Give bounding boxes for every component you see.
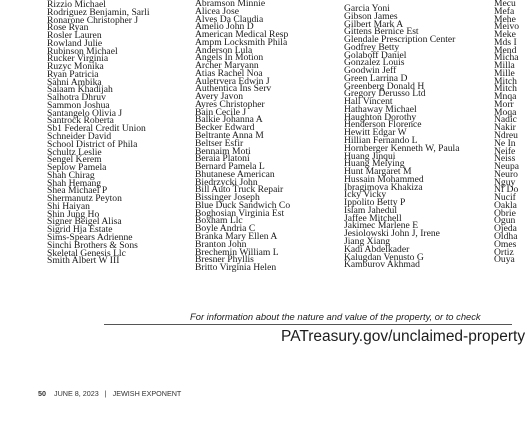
name-entry: Rodriguez Benjamin, Sarli xyxy=(47,6,150,18)
name-entry: Hussain Mohammed xyxy=(344,173,424,185)
names-column-4 xyxy=(494,0,520,266)
name-entry: Bresner Phyllis xyxy=(195,254,254,266)
name-entry: Ryan Patricia xyxy=(47,68,99,80)
name-entry: Gittens Bernice Est xyxy=(344,26,419,38)
name-entry: Kamburov Akhmad xyxy=(344,259,420,271)
name-entry: Micha xyxy=(494,52,519,64)
name-entry: Jiang Xiang xyxy=(344,235,391,247)
name-entry: Gregory Derusso Ltd xyxy=(344,88,426,100)
name-entry: Gonzalez Louis xyxy=(344,57,405,69)
name-entry: Schultz Leslie xyxy=(47,146,102,158)
name-entry: Authentica Ins Serv xyxy=(195,83,272,95)
name-entry: Bernard Pamela L xyxy=(195,161,265,173)
name-entry: Icky Vicky xyxy=(344,189,387,201)
name-entry: Ne In xyxy=(494,137,516,149)
name-entry: Green Larrina D xyxy=(344,72,408,84)
name-entry: Mitch xyxy=(494,83,517,95)
name-entry: Ouya xyxy=(494,254,515,266)
name-entry: Ndreu xyxy=(494,130,518,142)
name-entry: Sims-Spears Adrienne xyxy=(47,231,133,243)
name-entry: Boxham Llc xyxy=(195,215,243,227)
name-entry: Neupa xyxy=(494,161,520,173)
names-column-1 xyxy=(47,1,197,265)
name-entry: Sinchi Brothers & Sons xyxy=(47,239,138,251)
name-entry: Brechemin William L xyxy=(195,246,279,258)
name-entry: Balkie Johanna A xyxy=(195,114,263,126)
name-entry: Ibragimova Khakiza xyxy=(344,181,423,193)
name-entry: Shea Michael P xyxy=(47,185,108,197)
name-entry: Beltser Esfir xyxy=(195,137,244,149)
name-entry: Abramson Minnie xyxy=(195,0,266,9)
name-entry: Jaffee Mitchell xyxy=(344,212,402,224)
name-entry: Henderson Florence xyxy=(344,119,422,131)
name-entry: Smith Albert W III xyxy=(47,255,120,267)
footer-separator: | xyxy=(104,389,107,398)
name-entry: Rowland Julie xyxy=(47,37,103,49)
name-entry: Ruzyc Monika xyxy=(47,61,104,73)
name-entry: Nf Do xyxy=(494,184,519,196)
name-entry: Branka Mary Ellen A xyxy=(195,230,278,242)
name-entry: Mnqa xyxy=(494,91,517,103)
name-entry: Meivo xyxy=(494,21,520,33)
name-entry: Nadic xyxy=(494,114,517,126)
name-entry: Oakla xyxy=(494,199,517,211)
name-entry: Mille xyxy=(494,67,515,79)
name-entry: Bennaim Moti xyxy=(195,145,251,157)
name-entry: Branton John xyxy=(195,238,247,250)
name-entry: Godfrey Betty xyxy=(344,41,400,53)
treasury-url[interactable]: PATreasury.gov/unclaimed-property xyxy=(281,328,525,345)
name-entry: Mend xyxy=(494,44,517,56)
name-entry: Greenberg Donald H xyxy=(344,80,425,92)
issue-date: JUNE 8, 2023 xyxy=(54,389,99,398)
name-entry: Shin Jung Ho xyxy=(47,208,100,220)
name-entry: Shermanutz Peyton xyxy=(47,193,122,205)
name-entry: Beltrante Anna M xyxy=(195,130,264,142)
name-entry: Goodwin Jeff xyxy=(344,65,397,77)
page-number: 50 xyxy=(38,389,46,398)
name-entry: Rubinson Michael xyxy=(47,45,118,57)
publication-name: JEWISH EXPONENT xyxy=(112,389,182,398)
name-entry: Auletrvera Edwin J xyxy=(195,75,270,87)
name-entry: Santrock Roberta xyxy=(47,115,114,127)
name-entry: Oldha xyxy=(494,230,518,242)
name-entry: Boyle Andria C xyxy=(195,223,256,235)
name-entry: Skeletal Genesis Llc xyxy=(47,247,126,259)
name-entry: Britto Virginia Helen xyxy=(195,262,277,274)
name-entry: Ampm Locksmith Phila xyxy=(195,36,288,48)
name-entry: Shah Hemang xyxy=(47,177,102,189)
name-entry: Sengel Kerem xyxy=(47,154,102,166)
name-entry: Hornberger Kenneth W, Paula xyxy=(344,142,460,154)
name-entry: Obrie xyxy=(494,207,516,219)
name-entry: Santangelo Olivia J xyxy=(47,107,123,119)
name-entry: Bill Auto Truck Repair xyxy=(195,184,284,196)
name-entry: Salaam Khadijah xyxy=(47,84,113,96)
name-entry: Beraia Platoni xyxy=(195,153,250,165)
name-entry: Mecu xyxy=(494,0,516,9)
name-entry: Mds I xyxy=(494,36,517,48)
name-entry: Alves Da Claudia xyxy=(195,13,264,25)
name-entry: Golaboff Daniel xyxy=(344,49,407,61)
name-entry: Gilbert Mark A xyxy=(344,18,404,30)
name-entry: Schneider David xyxy=(47,131,112,143)
name-entry: Bhutanese American xyxy=(195,168,275,180)
name-entry: Salhotra Dhruv xyxy=(47,92,106,104)
name-entry: Rosler Lauren xyxy=(47,30,102,42)
name-entry: Haughton Dorothy xyxy=(344,111,417,123)
names-column-3 xyxy=(344,5,490,269)
name-entry: Hillian Fernando L xyxy=(344,135,418,147)
name-entry: Neiss xyxy=(494,153,516,165)
name-entry: Jesiolowski John J, Irene xyxy=(344,228,440,240)
name-entry: Meke xyxy=(494,29,516,41)
name-entry: Mitch xyxy=(494,75,517,87)
name-entry: Bissinger Joseph xyxy=(195,192,260,204)
name-entry: Omes xyxy=(494,238,517,250)
name-entry: Blue Duck Sandwich Co xyxy=(195,199,291,211)
name-entry: Islam Jahedul xyxy=(344,204,398,216)
name-entry: Kadi Abdelkader xyxy=(344,243,410,255)
name-entry: Boghosian Virginia Est xyxy=(195,207,285,219)
name-entry: Sammon Joshua xyxy=(47,99,110,111)
name-entry: Moqa xyxy=(494,106,517,118)
page-footer xyxy=(38,389,181,398)
name-entry: Gibson James xyxy=(344,10,398,22)
name-entry: American Medical Resp xyxy=(195,29,289,41)
name-entry: Seplow Pamela xyxy=(47,162,107,174)
name-entry: Angels In Motion xyxy=(195,52,264,64)
name-entry: Amelio John D xyxy=(195,21,254,33)
name-entry: Milla xyxy=(494,60,515,72)
name-entry: Ippolito Betty P xyxy=(344,197,406,209)
name-entry: Rucker Virginia xyxy=(47,53,109,65)
name-entry: Shi Haiyan xyxy=(47,200,90,212)
names-column-2 xyxy=(195,0,343,272)
name-entry: Huang Jinqui xyxy=(344,150,396,162)
name-entry: Neife xyxy=(494,145,516,157)
name-entry: Mehe xyxy=(494,13,516,25)
name-entry: Hunt Margaret M xyxy=(344,166,412,178)
name-entry: Ayres Christopher xyxy=(195,98,265,110)
info-text: For information about the nature and value of the property, or to check xyxy=(190,311,481,322)
name-entry: Nguy xyxy=(494,176,516,188)
name-entry: Jakimec Marlene E xyxy=(344,220,419,232)
name-entry: Atias Rachel Noa xyxy=(195,67,263,79)
name-entry: Biedrzycki John xyxy=(195,176,258,188)
name-entry: Archer Maryann xyxy=(195,60,259,72)
divider-line xyxy=(104,324,512,325)
name-entry: Garcia Yoni xyxy=(344,3,390,14)
name-entry: Morr xyxy=(494,98,514,110)
name-entry: Nakir xyxy=(494,122,516,134)
name-entry: Nucif xyxy=(494,192,516,204)
name-entry: Rose Ryan xyxy=(47,22,89,34)
name-entry: Mefa xyxy=(494,5,515,17)
name-entry: Ortiz xyxy=(494,246,514,258)
name-entry: Huang Meiying xyxy=(344,158,405,170)
name-entry: Kalugdan Venusto G xyxy=(344,251,424,263)
name-entry: Sahni Ambika xyxy=(47,76,102,88)
name-entry: Avery Javon xyxy=(195,91,244,103)
name-entry: Neuro xyxy=(494,168,518,180)
name-entry: Sigrid Hja Estate xyxy=(47,224,113,236)
name-entry: School District of Phila xyxy=(47,138,138,150)
name-entry: Ojeda xyxy=(494,223,517,235)
name-entry: Ronarone Christopher J xyxy=(47,14,139,26)
name-entry: Bain Cecile J xyxy=(195,106,247,118)
name-entry: Sb1 Federal Credit Union xyxy=(47,123,146,135)
name-entry: Anderson Lula xyxy=(195,44,253,56)
name-entry: Rizzio Michael xyxy=(47,0,106,10)
name-entry: Ogun xyxy=(494,215,516,227)
name-entry: Alicea Jose xyxy=(195,5,239,17)
name-entry: Hall Vincent xyxy=(344,96,393,108)
name-entry: Glendale Prescription Center xyxy=(344,34,456,46)
name-entry: Signer Beigel Alisa xyxy=(47,216,122,228)
name-entry: Becker Edward xyxy=(195,122,255,134)
name-entry: Hathaway Michael xyxy=(344,103,417,115)
name-entry: Hewitt Edgar W xyxy=(344,127,407,139)
name-entry: Shah Chirag xyxy=(47,169,95,181)
